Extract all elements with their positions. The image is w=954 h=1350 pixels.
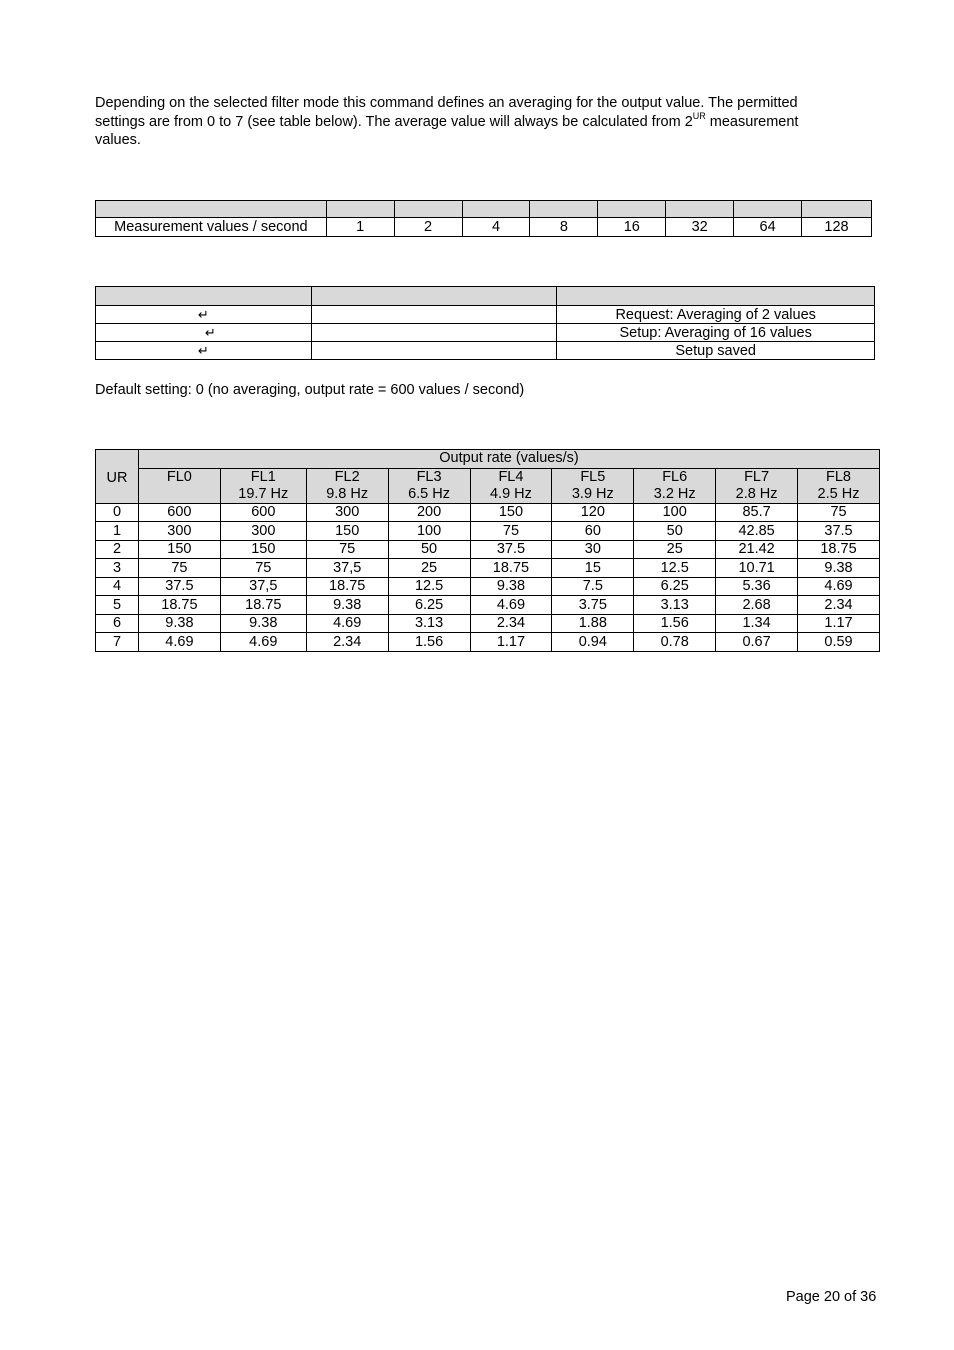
column-header <box>138 468 220 503</box>
table-row <box>96 633 880 652</box>
ur-cell: 3 <box>96 559 139 578</box>
table-cell: 4.69 <box>470 596 552 615</box>
table-cell: 75 <box>306 540 388 559</box>
default-setting-text: Default setting: 0 (no averaging, output rate = 600 values / second) <box>95 382 525 398</box>
table-cell <box>311 306 557 324</box>
table-cell: 7.5 <box>552 577 634 596</box>
filter-name: FL1 <box>250 468 276 485</box>
table-cell: 12.5 <box>388 577 470 596</box>
ur-header: UR <box>96 450 139 504</box>
table-cell: 4 <box>462 218 530 237</box>
table-cell: 150 <box>470 503 552 522</box>
page-number: Page 20 of 36 <box>786 1289 877 1305</box>
table-row <box>96 596 880 615</box>
intro-line-1: Depending on the selected filter mode this command defines an averaging for the output value. The permitted <box>95 95 798 111</box>
ur-cell: 5 <box>96 596 139 615</box>
table-cell: 150 <box>220 540 306 559</box>
table-cell: 37,5 <box>306 559 388 578</box>
column-header <box>716 468 798 503</box>
table-cell: 50 <box>388 540 470 559</box>
table-cell <box>311 324 557 342</box>
table-cell <box>311 342 557 360</box>
table-cell: 12.5 <box>634 559 716 578</box>
intro-line-3: values. <box>95 132 141 148</box>
ur-cell: 6 <box>96 614 139 633</box>
table-cell: 18.75 <box>306 577 388 596</box>
table-cell: 1 <box>326 218 394 237</box>
table-cell: 2 <box>394 218 462 237</box>
filter-frequency: 4.9 Hz <box>489 485 532 502</box>
table-cell: 4.69 <box>306 614 388 633</box>
intro-line-2b: measurement <box>705 113 799 130</box>
table-cell: 85.7 <box>716 503 798 522</box>
table-cell: 37,5 <box>220 577 306 596</box>
table-cell: 16 <box>598 218 666 237</box>
table-cell: 37.5 <box>470 540 552 559</box>
table-cell: 42.85 <box>716 522 798 541</box>
table-row <box>96 324 875 342</box>
table-cell: 50 <box>634 522 716 541</box>
column-header <box>798 468 880 503</box>
table-cell: 2.34 <box>470 614 552 633</box>
table-row <box>96 577 880 596</box>
table-cell: 0.59 <box>798 633 880 652</box>
table-cell: 75 <box>138 559 220 578</box>
table-cell: 2.34 <box>306 633 388 652</box>
table-row <box>96 522 880 541</box>
table-cell: 25 <box>634 540 716 559</box>
filter-frequency: 9.8 Hz <box>326 485 369 502</box>
filter-frequency: 2.8 Hz <box>735 485 778 502</box>
table-cell: 18.75 <box>798 540 880 559</box>
table-cell: 32 <box>666 218 734 237</box>
table-row <box>96 306 875 324</box>
table-cell: 6.25 <box>634 577 716 596</box>
ur-cell: 4 <box>96 577 139 596</box>
table-cell: 18.75 <box>138 596 220 615</box>
table-cell: 9.38 <box>798 559 880 578</box>
table-row <box>96 503 880 522</box>
output-rate-table <box>95 449 880 652</box>
table-cell: 10.71 <box>716 559 798 578</box>
table-cell: 4.69 <box>220 633 306 652</box>
table-cell: 200 <box>388 503 470 522</box>
table-cell: 300 <box>138 522 220 541</box>
measurement-values-table <box>95 200 872 237</box>
table-cell: 3.75 <box>552 596 634 615</box>
table-cell: 300 <box>220 522 306 541</box>
table-row <box>96 218 872 237</box>
table-cell: 1.17 <box>470 633 552 652</box>
intro-superscript: UR <box>692 110 706 121</box>
intro-line-2a: settings are from 0 to 7 (see table below). The average value will always be calculated from 2 <box>95 113 693 130</box>
table-cell: 37.5 <box>138 577 220 596</box>
table-cell: 1.56 <box>388 633 470 652</box>
table-cell: 60 <box>552 522 634 541</box>
ur-cell: 1 <box>96 522 139 541</box>
filter-name: FL5 <box>580 468 606 485</box>
filter-frequency: 3.2 Hz <box>653 485 696 502</box>
table-row <box>96 342 875 360</box>
table-cell: 2.34 <box>798 596 880 615</box>
filter-name: FL6 <box>662 468 688 485</box>
table-cell: 9.38 <box>220 614 306 633</box>
table-cell: 150 <box>138 540 220 559</box>
table-cell: 75 <box>470 522 552 541</box>
column-header <box>552 468 634 503</box>
ur-cell: 7 <box>96 633 139 652</box>
table-cell: 30 <box>552 540 634 559</box>
table-cell: 0.78 <box>634 633 716 652</box>
table-cell: Setup saved <box>557 342 875 360</box>
table-cell: 9.38 <box>306 596 388 615</box>
output-rate-header: Output rate (values/s) <box>138 450 879 469</box>
table-cell: 75 <box>798 503 880 522</box>
filter-frequency: 6.5 Hz <box>408 485 451 502</box>
table-cell: 64 <box>734 218 802 237</box>
filter-name: FL0 <box>166 468 192 485</box>
table-cell: 120 <box>552 503 634 522</box>
column-header <box>220 468 306 503</box>
column-header <box>470 468 552 503</box>
table-cell: 4.69 <box>138 633 220 652</box>
table-cell: 9.38 <box>138 614 220 633</box>
table-cell: 0.94 <box>552 633 634 652</box>
table-cell: 37.5 <box>798 522 880 541</box>
table-cell: 0.67 <box>716 633 798 652</box>
table-cell: 25 <box>388 559 470 578</box>
return-arrow-icon: ↵ <box>204 324 216 340</box>
return-arrow-icon: ↵ <box>197 306 209 322</box>
table-cell: 600 <box>138 503 220 522</box>
filter-frequency: 3.9 Hz <box>571 485 614 502</box>
column-header <box>388 468 470 503</box>
table-cell: 4.69 <box>798 577 880 596</box>
filter-frequency <box>139 486 220 503</box>
table-cell: 75 <box>220 559 306 578</box>
table-cell: 3.13 <box>388 614 470 633</box>
table-cell: 600 <box>220 503 306 522</box>
table-cell: 100 <box>388 522 470 541</box>
table-cell: 128 <box>802 218 872 237</box>
table-cell: Request: Averaging of 2 values <box>557 306 875 324</box>
table-cell: 9.38 <box>470 577 552 596</box>
table-header-row <box>96 450 880 469</box>
filter-frequency: 2.5 Hz <box>817 485 860 502</box>
table-cell: 1.88 <box>552 614 634 633</box>
table-header-row <box>96 287 875 306</box>
table-cell: 5.36 <box>716 577 798 596</box>
filter-name: FL3 <box>416 468 442 485</box>
column-header <box>634 468 716 503</box>
table-row <box>96 559 880 578</box>
column-header <box>306 468 388 503</box>
table-cell: 1.34 <box>716 614 798 633</box>
table-cell: Setup: Averaging of 16 values <box>557 324 875 342</box>
table-cell: 300 <box>306 503 388 522</box>
table-row <box>96 614 880 633</box>
table-cell: 2.68 <box>716 596 798 615</box>
table-cell: 3.13 <box>634 596 716 615</box>
table-cell: 18.75 <box>470 559 552 578</box>
filter-name: FL7 <box>744 468 770 485</box>
ur-cell: 0 <box>96 503 139 522</box>
filter-frequency: 19.7 Hz <box>238 485 289 502</box>
filter-name: FL2 <box>334 468 360 485</box>
table-header-row <box>96 201 872 218</box>
table-cell: 150 <box>306 522 388 541</box>
row-label: Measurement values / second <box>96 218 327 237</box>
table-header-row <box>96 468 880 503</box>
table-cell: 15 <box>552 559 634 578</box>
return-arrow-icon: ↵ <box>197 342 209 358</box>
table-cell: 1.56 <box>634 614 716 633</box>
table-cell: 8 <box>530 218 598 237</box>
filter-name: FL4 <box>498 468 524 485</box>
filter-name: FL8 <box>826 468 852 485</box>
table-cell: 1.17 <box>798 614 880 633</box>
command-examples-table <box>95 286 875 360</box>
ur-cell: 2 <box>96 540 139 559</box>
table-row <box>96 540 880 559</box>
table-cell: 100 <box>634 503 716 522</box>
table-cell: 6.25 <box>388 596 470 615</box>
table-cell: 21.42 <box>716 540 798 559</box>
intro-paragraph <box>95 94 880 150</box>
table-cell: 18.75 <box>220 596 306 615</box>
